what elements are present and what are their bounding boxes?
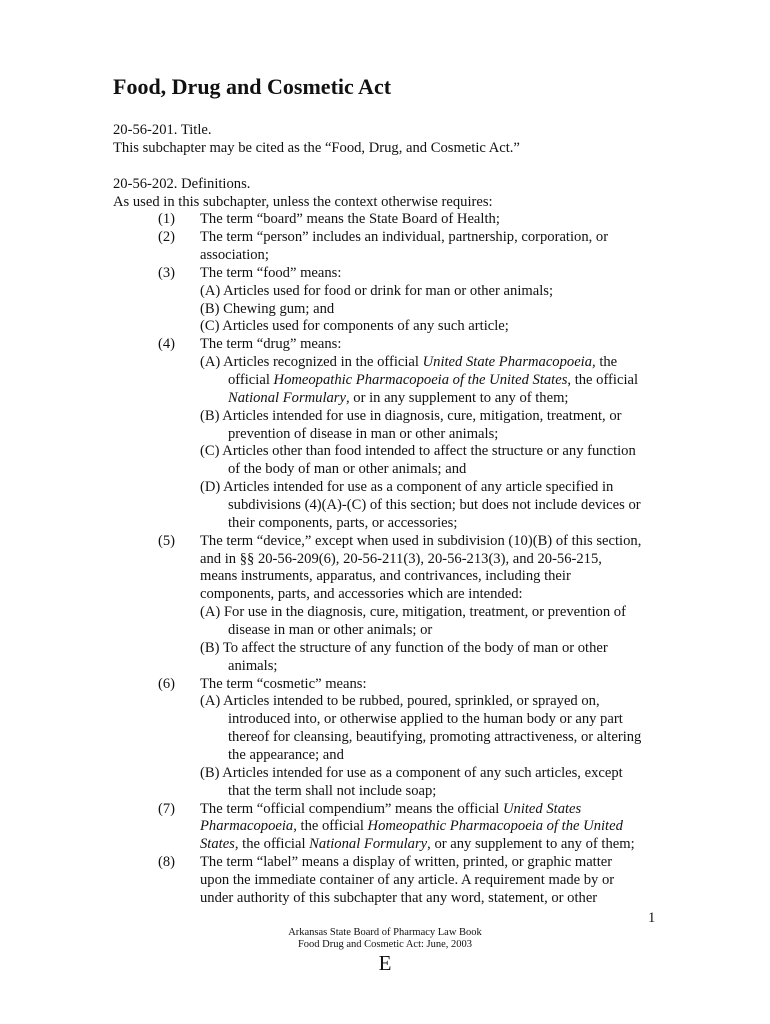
item-number: (6) [158,676,176,692]
text-line: (B) Articles intended for use in diagnosis, cure, mitigation, treatment, or [200,408,622,424]
footer-line-1: Arkansas State Board of Pharmacy Law Book [288,927,482,938]
text-line: (B) Articles intended for use as a component of any such articles, except [200,765,623,781]
item-number: (2) [158,229,176,245]
text-line: official Homeopathic Pharmacopoeia of the United States, the official [228,372,639,388]
footer-tab-letter: E [378,951,392,975]
text-line: that the term shall not include soap; [228,783,437,799]
item-number: (4) [158,336,176,352]
text-line: (B) To affect the structure of any function of the body of man or other [200,640,608,656]
text-line: their components, parts, or accessories; [228,515,458,531]
text-line: National Formulary, or in any supplement to any of them; [228,390,569,406]
text-line: means instruments, apparatus, and contrivances, including their [200,568,571,584]
text-line: upon the immediate container of any article. A requirement made by or [200,872,615,888]
text-line: (A) Articles intended to be rubbed, poured, sprinkled, or sprayed on, [200,693,600,709]
text-line: (A) Articles recognized in the official United State Pharmacopoeia, the [200,354,618,370]
document-title: Food, Drug and Cosmetic Act [113,74,392,99]
section-201-text: This subchapter may be cited as the “Food, Drug, and Cosmetic Act.” [113,140,520,156]
text-line: The term “official compendium” means the official United States [200,801,582,817]
text-line: components, parts, and accessories which are intended: [200,586,523,602]
item-number: (8) [158,854,176,870]
text-line: (C) Articles used for components of any such article; [200,318,509,334]
item-number: (5) [158,533,176,549]
text-line: the appearance; and [228,747,344,763]
text-line: The term “cosmetic” means: [200,676,367,692]
text-line: (C) Articles other than food intended to affect the structure or any function [200,443,636,459]
text-line: prevention of disease in man or other animals; [228,426,499,442]
section-201-heading: 20-56-201. Title. [113,122,212,138]
item-number: (1) [158,211,176,227]
text-line: under authority of this subchapter that any word, statement, or other [200,890,598,906]
section-202-intro: As used in this subchapter, unless the context otherwise requires: [113,194,493,210]
text-line: (D) Articles intended for use as a component of any article specified in [200,479,614,495]
text-line: and in §§ 20-56-209(6), 20-56-211(3), 20-56-213(3), and 20-56-215, [200,551,602,567]
footer-line-2: Food Drug and Cosmetic Act: June, 2003 [297,939,473,950]
text-line: The term “drug” means: [200,336,342,352]
text-line: The term “board” means the State Board of Health; [200,211,500,227]
text-line: (A) Articles used for food or drink for man or other animals; [200,283,553,299]
item-number: (3) [158,265,176,281]
text-line: thereof for cleansing, beautifying, promoting attractiveness, or altering [228,729,642,745]
text-line: The term “food” means: [200,265,342,281]
item-number: (7) [158,801,176,817]
text-line: The term “label” means a display of written, printed, or graphic matter [200,854,613,870]
text-line: of the body of man or other animals; and [228,461,467,477]
text-line: (B) Chewing gum; and [200,301,335,317]
text-line: Pharmacopoeia, the official Homeopathic Pharmacopoeia of the United [200,818,623,834]
text-line: disease in man or other animals; or [228,622,433,638]
section-202-heading: 20-56-202. Definitions. [113,176,251,192]
text-line: (A) For use in the diagnosis, cure, mitigation, treatment, or prevention of [200,604,626,620]
text-line: States, the official National Formulary, or any supplement to any of them; [200,836,635,852]
text-line: animals; [228,658,278,674]
text-line: association; [200,247,269,263]
text-line: subdivisions (4)(A)-(C) of this section; but does not include devices or [228,497,641,513]
text-line: The term “person” includes an individual, partnership, corporation, or [200,229,609,245]
text-line: The term “device,” except when used in subdivision (10)(B) of this section, [200,533,642,549]
page-number: 1 [648,910,656,926]
text-line: introduced into, or otherwise applied to the human body or any part [228,711,623,727]
